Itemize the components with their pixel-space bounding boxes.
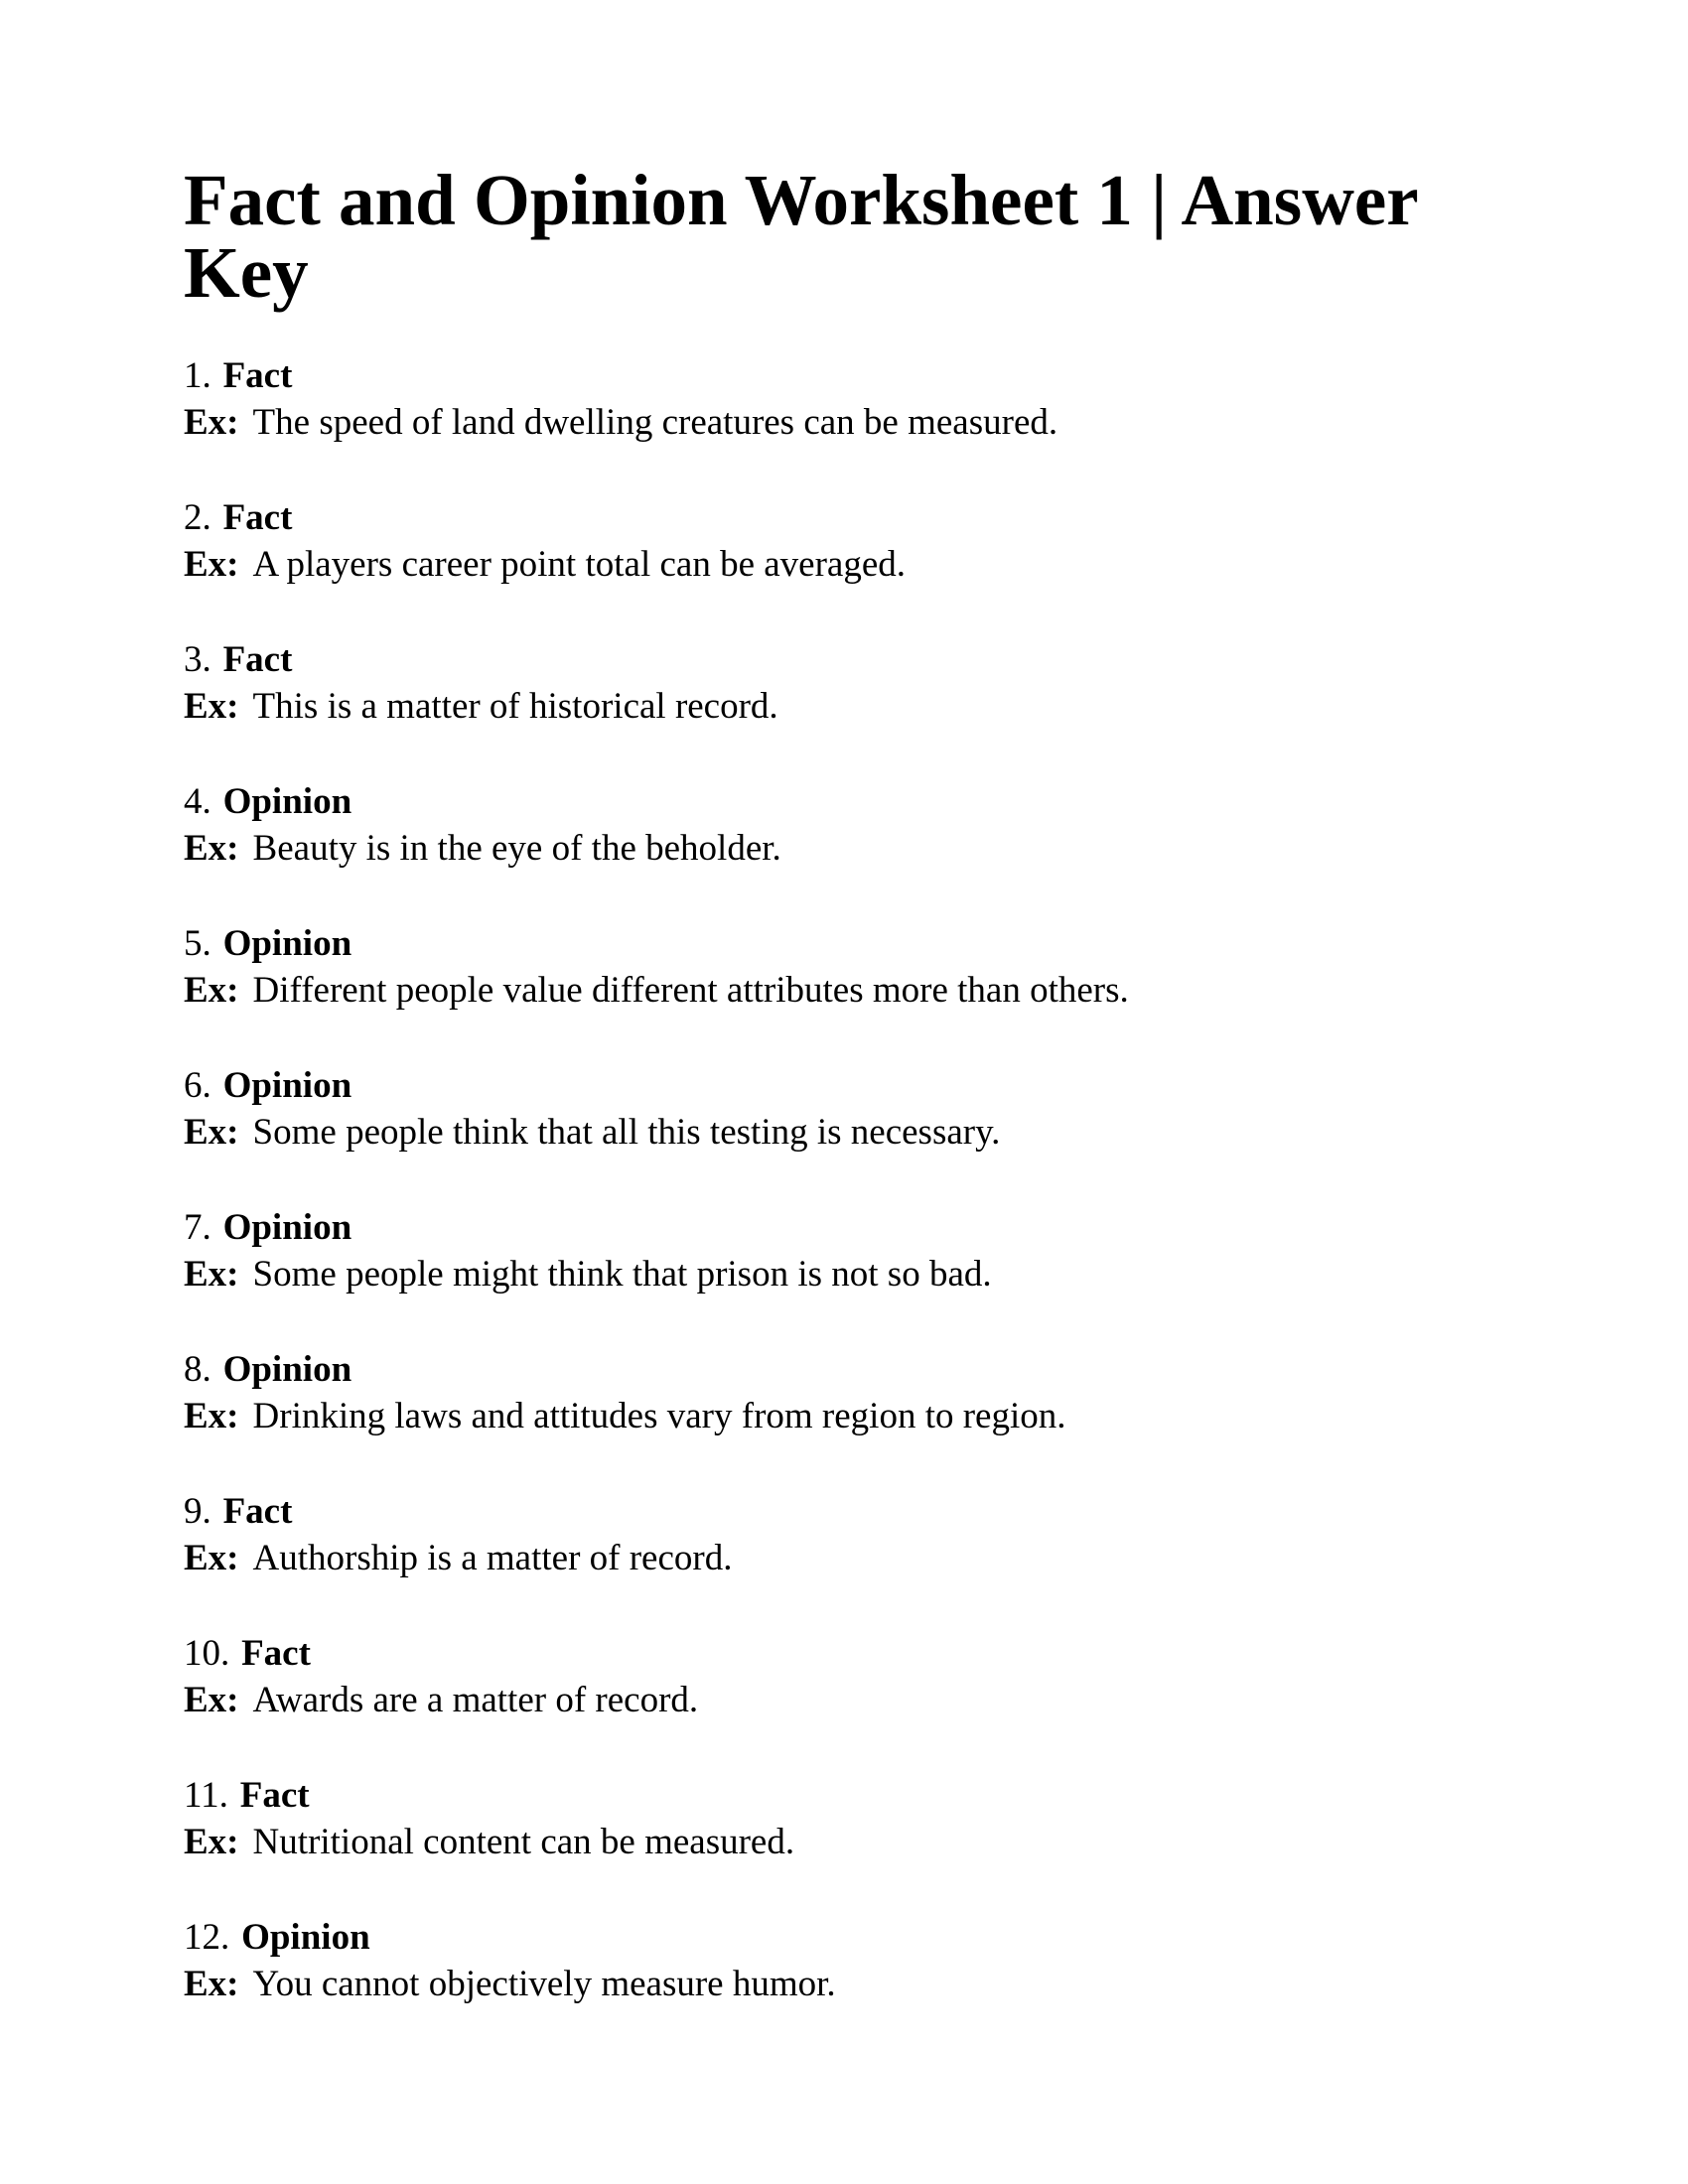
answer-item	[184, 1914, 1529, 2007]
example-line	[184, 967, 1529, 1014]
item-number: 3.	[184, 639, 211, 680]
answer-line	[184, 1204, 1529, 1251]
example-line	[184, 1961, 1529, 2007]
example-text: Authorship is a matter of record.	[252, 1538, 733, 1578]
example-label: Ex:	[184, 402, 239, 443]
item-number: 9.	[184, 1491, 211, 1532]
example-line	[184, 1819, 1529, 1865]
example-text: Awards are a matter of record.	[252, 1680, 699, 1720]
answer-line	[184, 494, 1529, 541]
item-answer: Fact	[222, 355, 293, 396]
example-text: You cannot objectively measure humor.	[252, 1964, 836, 2004]
answer-item	[184, 1062, 1529, 1156]
example-text: The speed of land dwelling creatures can be measured.	[252, 402, 1058, 443]
answer-line	[184, 1488, 1529, 1535]
example-line	[184, 399, 1529, 446]
page-title: Fact and Opinion Worksheet 1 | Answer Key	[184, 160, 1418, 313]
example-label: Ex:	[184, 1964, 239, 2004]
answer-item	[184, 494, 1529, 588]
item-number: 1.	[184, 355, 211, 396]
example-text: Beauty is in the eye of the beholder.	[252, 828, 781, 869]
answer-item	[184, 778, 1529, 872]
item-answer: Opinion	[222, 1207, 352, 1248]
item-answer: Fact	[239, 1775, 310, 1816]
item-answer: Opinion	[241, 1917, 370, 1958]
example-label: Ex:	[184, 1822, 239, 1862]
example-line	[184, 1393, 1529, 1439]
item-answer: Fact	[222, 639, 293, 680]
example-text: Different people value different attributes more than others.	[252, 970, 1129, 1011]
example-label: Ex:	[184, 1538, 239, 1578]
item-answer: Opinion	[222, 923, 352, 964]
answer-line	[184, 778, 1529, 825]
answer-item	[184, 1204, 1529, 1297]
example-text: This is a matter of historical record.	[252, 686, 778, 727]
example-label: Ex:	[184, 1396, 239, 1436]
example-text: Drinking laws and attitudes vary from region to region.	[252, 1396, 1066, 1436]
item-number: 4.	[184, 781, 211, 822]
answer-item	[184, 1346, 1529, 1439]
item-number: 12.	[184, 1917, 230, 1958]
example-line	[184, 825, 1529, 872]
answer-line	[184, 1630, 1529, 1677]
item-number: 2.	[184, 497, 211, 538]
example-line	[184, 683, 1529, 730]
example-label: Ex:	[184, 1254, 239, 1295]
answer-line	[184, 352, 1529, 399]
answer-line	[184, 1062, 1529, 1109]
answer-item	[184, 1488, 1529, 1581]
item-answer: Opinion	[222, 1349, 352, 1390]
example-line	[184, 541, 1529, 588]
example-line	[184, 1251, 1529, 1297]
answer-item	[184, 636, 1529, 730]
example-text: Nutritional content can be measured.	[252, 1822, 795, 1862]
item-answer: Opinion	[222, 781, 352, 822]
answer-line	[184, 1772, 1529, 1819]
item-answer: Fact	[222, 1491, 293, 1532]
item-answer: Opinion	[222, 1065, 352, 1106]
example-label: Ex:	[184, 1680, 239, 1720]
answer-line	[184, 1914, 1529, 1961]
example-label: Ex:	[184, 828, 239, 869]
example-line	[184, 1677, 1529, 1723]
answer-item	[184, 1772, 1529, 1865]
example-text: Some people think that all this testing is necessary.	[252, 1112, 1001, 1153]
answer-line	[184, 1346, 1529, 1393]
example-text: A players career point total can be averaged.	[252, 544, 907, 585]
example-line	[184, 1535, 1529, 1581]
item-number: 11.	[184, 1775, 228, 1816]
answer-item	[184, 352, 1529, 446]
item-answer: Fact	[241, 1633, 311, 1674]
item-answer: Fact	[222, 497, 293, 538]
answer-item	[184, 920, 1529, 1014]
answer-item	[184, 1630, 1529, 1723]
item-number: 5.	[184, 923, 211, 964]
answer-line	[184, 920, 1529, 967]
item-number: 7.	[184, 1207, 211, 1248]
example-label: Ex:	[184, 544, 239, 585]
example-line	[184, 1109, 1529, 1156]
item-number: 10.	[184, 1633, 230, 1674]
example-label: Ex:	[184, 1112, 239, 1153]
answer-line	[184, 636, 1529, 683]
example-label: Ex:	[184, 970, 239, 1011]
item-number: 8.	[184, 1349, 211, 1390]
answer-list	[184, 352, 1529, 2007]
item-number: 6.	[184, 1065, 211, 1106]
example-text: Some people might think that prison is not so bad.	[252, 1254, 992, 1295]
example-label: Ex:	[184, 686, 239, 727]
